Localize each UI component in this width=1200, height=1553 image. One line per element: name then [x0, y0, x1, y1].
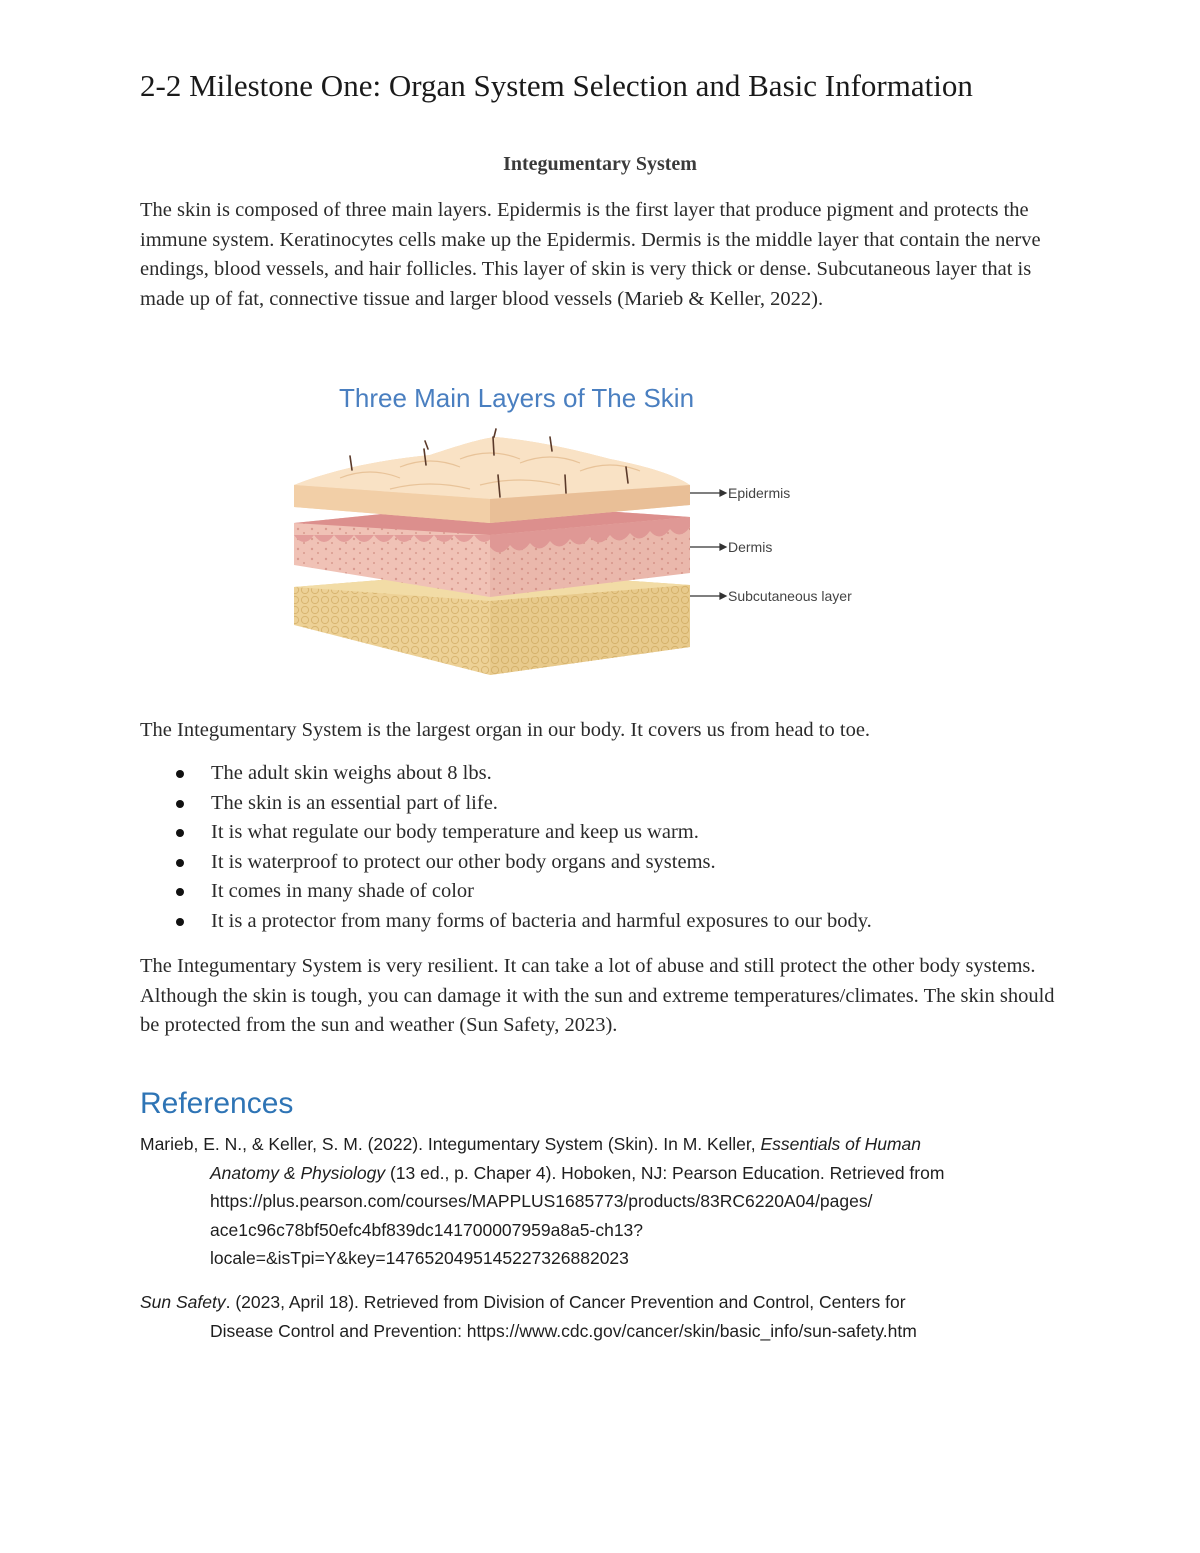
- reference-url-line: https://plus.pearson.com/courses/MAPPLUS1685773/products/83RC6220A04/pages/: [210, 1191, 873, 1211]
- resilience-paragraph: The Integumentary System is very resilient. It can take a lot of abuse and still protect the other body systems. Although the skin is tough, you can damage it with the sun and extreme temperatures/climates. The skin should be protected from the sun and weather (Sun Safety, 2023).: [140, 955, 1055, 1036]
- reference-url-line: locale=&isTpi=Y&key=147652049514522732688​2023: [210, 1248, 629, 1268]
- reference-sun-safety: [140, 1288, 1040, 1345]
- bullet-icon: [176, 918, 184, 926]
- reference-line: Disease Control and Prevention: https://www.cdc.gov/cancer/skin/basic_info/sun-safety.htm: [210, 1320, 917, 1341]
- skin-layers-figure: [280, 375, 930, 695]
- list-item: It is a protector from many forms of bacteria and harmful exposures to our body.: [140, 907, 872, 937]
- facts-list: [140, 759, 872, 936]
- list-item: It is what regulate our body temperature and keep us warm.: [140, 818, 872, 848]
- list-item: The adult skin weighs about 8 lbs.: [140, 759, 872, 789]
- reference-line: Sun Safety. (2023, April 18). Retrieved from Division of Cancer Prevention and Control, Centers for: [140, 1292, 906, 1312]
- organ-size-paragraph: The Integumentary System is the largest organ in our body. It covers us from head to toe.: [140, 719, 871, 741]
- bullet-icon: [176, 800, 184, 808]
- label-dermis: Dermis: [728, 539, 773, 555]
- list-item: The skin is an essential part of life.: [140, 789, 872, 819]
- page-title: 2-2 Milestone One: Organ System Selection and Basic Information: [140, 68, 973, 103]
- reference-line: Anatomy & Physiology (13 ed., p. Chaper 4). Hoboken, NJ: Pearson Education. Retrieved from: [210, 1162, 945, 1183]
- list-item: It is waterproof to protect our other body organs and systems.: [140, 848, 872, 878]
- list-item: It comes in many shade of color: [140, 877, 872, 907]
- bullet-icon: [176, 888, 184, 896]
- bullet-icon: [176, 770, 184, 778]
- epidermis-layer: [294, 429, 690, 523]
- bullet-icon: [176, 829, 184, 837]
- references-heading: References: [140, 1087, 294, 1120]
- intro-paragraph: The skin is composed of three main layers. Epidermis is the first layer that produce pigment and protects the immune system. Keratinocytes cells make up the Epidermis. Dermis is the middle layer that contain the nerve endings, blood vessels, and hair follicles. This layer of skin is very thick or dense. Subcutaneous layer that is made up of fat, connective tissue and larger blood vessels (Marieb & Keller, 2022).: [140, 199, 1041, 310]
- reference-line: Marieb, E. N., & Keller, S. M. (2022). Integumentary System (Skin). In M. Keller, Essentials of Human: [140, 1134, 921, 1154]
- reference-marieb: [140, 1130, 1040, 1273]
- bullet-icon: [176, 859, 184, 867]
- section-subtitle: Integumentary System: [503, 153, 697, 175]
- figure-title: Three Main Layers of The Skin: [339, 383, 695, 413]
- label-subcutaneous: Subcutaneous layer: [728, 588, 852, 604]
- reference-url-line: ace1c96c78bf50efc4bf839dc141700007959a8a5-ch13?: [210, 1219, 644, 1240]
- label-epidermis: Epidermis: [728, 485, 791, 501]
